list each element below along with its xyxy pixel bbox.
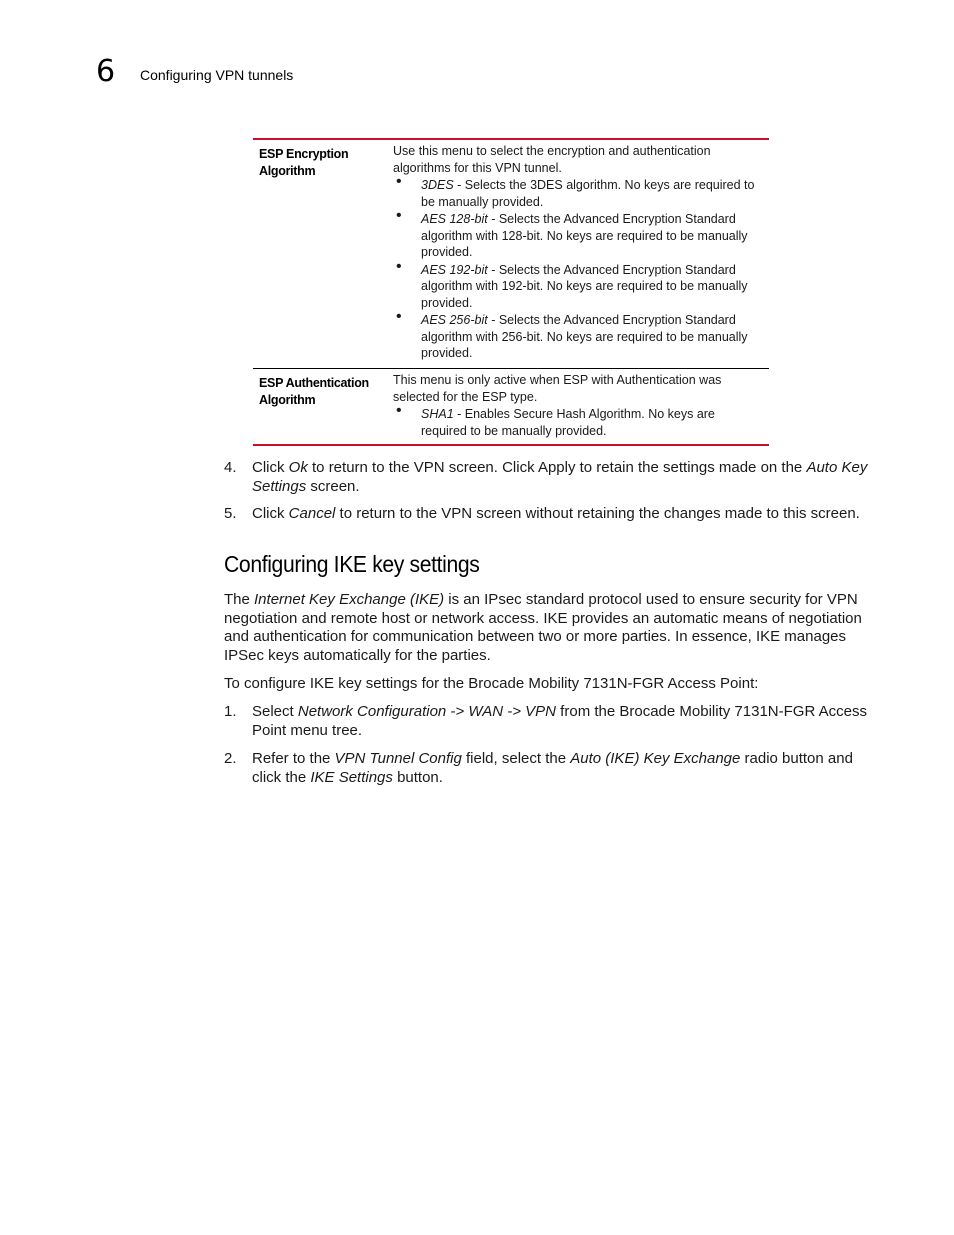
bullet-term: 3DES xyxy=(421,178,454,192)
step-number: 4. xyxy=(224,459,237,476)
parameter-table xyxy=(253,138,769,446)
list-item xyxy=(393,402,763,439)
step-text: Refer to the VPN Tunnel Config field, select the Auto (IKE) Key Exchange radio button and click the IKE Settings button. xyxy=(252,750,853,786)
running-head: Configuring VPN tunnels xyxy=(140,67,294,83)
bullet-icon: • xyxy=(396,402,402,419)
bullet-text: - Selects the Advanced Encryption Standard algorithm with 192-bit. No keys are required to be manually provided. xyxy=(421,262,748,310)
bullet-icon: • xyxy=(396,308,402,325)
bullet-term: AES 128-bit xyxy=(421,212,488,226)
bullet-term: AES 256-bit xyxy=(421,313,488,327)
bullet-text: - Selects the Advanced Encryption Standard algorithm with 256-bit. No keys are required to be manually provided. xyxy=(421,313,748,360)
step-text: Click Ok to return to the VPN screen. Click Apply to retain the settings made on the Auto Key Settings screen. xyxy=(252,459,868,495)
step-text: Click Cancel to return to the VPN screen without retaining the changes made to this screen. xyxy=(252,505,860,522)
table-row xyxy=(253,368,769,444)
step-number: 1. xyxy=(224,703,237,720)
bullet-icon: • xyxy=(396,207,402,224)
lead-in-paragraph: To configure IKE key settings for the Brocade Mobility 7131N-FGR Access Point: xyxy=(224,675,759,692)
row-label: ESP Authentication Algorithm xyxy=(259,376,369,407)
row-intro: This menu is only active when ESP with Authentication was selected for the ESP type. xyxy=(393,373,722,404)
chapter-number: 6 xyxy=(96,54,116,89)
step-number: 5. xyxy=(224,505,237,522)
step-text: Select Network Configuration -> WAN -> VPN from the Brocade Mobility 7131N-FGR Access Point menu tree. xyxy=(252,703,867,739)
list-item xyxy=(393,257,763,312)
row-label: ESP Encryption Algorithm xyxy=(259,147,349,178)
intro-paragraph: The Internet Key Exchange (IKE) is an IPsec standard protocol used to ensure security for VPN negotiation and remote host or network access. IKE provides an automatic means of negotiation and authentication for communication between two or more parties. In essence, IKE manages IPSec keys automatically for the parties. xyxy=(224,591,862,665)
row-description xyxy=(387,369,769,444)
bullet-icon: • xyxy=(396,257,402,275)
bullet-text: - Enables Secure Hash Algorithm. No keys are required to be manually provided. xyxy=(421,407,715,438)
bullet-icon: • xyxy=(396,173,402,190)
row-intro: Use this menu to select the encryption and authentication algorithms for this VPN tunnel. xyxy=(393,144,711,175)
step-number: 2. xyxy=(224,750,237,767)
section-heading: Configuring IKE key settings xyxy=(224,551,480,577)
bullet-text: - Selects the 3DES algorithm. No keys are required to be manually provided. xyxy=(421,178,755,209)
table-row xyxy=(253,140,769,368)
bullet-list xyxy=(393,173,763,362)
bullet-term: AES 192-bit xyxy=(421,262,488,277)
row-description xyxy=(387,140,769,368)
bullet-list xyxy=(393,402,763,439)
bullet-text: - Selects the Advanced Encryption Standard algorithm with 128-bit. No keys are required to be manually provided. xyxy=(421,212,748,259)
list-item xyxy=(393,207,763,261)
list-item xyxy=(393,308,763,362)
bullet-term: SHA1 xyxy=(421,407,454,421)
list-item xyxy=(393,173,763,210)
